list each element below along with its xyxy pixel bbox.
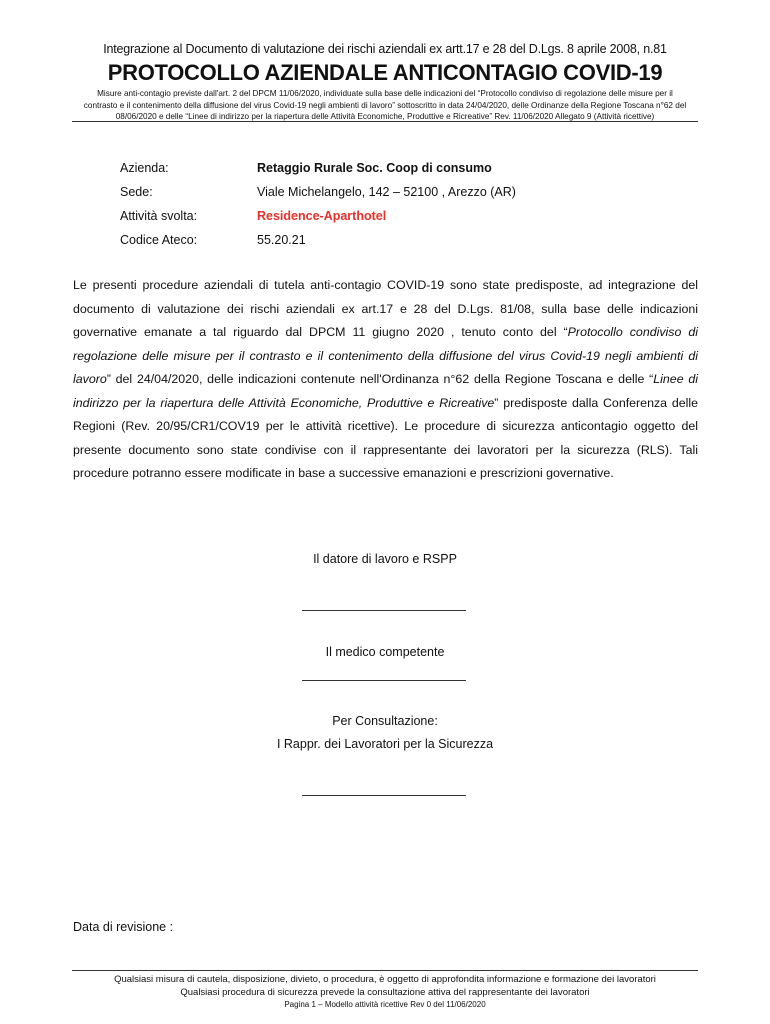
info-label: Sede:	[120, 185, 153, 199]
paragraph-text: ” del 24/04/2020, delle indicazioni contenute nell'Ordinanza n°62 della Regione Toscana e delle “	[106, 372, 654, 386]
paragraph-text: Le presenti procedure aziendali di tutela anti-contagio COVID-19 sono state predisposte, ad integrazione del documento di valutazione dei rischi aziendali ex art.17 e 28 del D.Lgs. 81/08, sulla base delle indicazioni governative emanate a tal riguardo dal DPCM 11 giugno 2020 , tenuto conto del “	[73, 278, 698, 339]
signature-rls-line	[302, 795, 466, 796]
paragraph-italic-guidelines: Linee di indirizzo per la riapertura delle Attività Economiche, Produttive e Ricreative	[73, 372, 698, 410]
info-value-site: Viale Michelangelo, 142 – 52100 , Arezzo (AR)	[257, 185, 516, 199]
footer-line-2: Qualsiasi procedura di sicurezza prevede la consultazione attiva del rappresentante dei lavoratori	[180, 987, 590, 998]
info-row-activity	[120, 206, 516, 230]
info-row-ateco	[120, 230, 516, 254]
page-title: PROTOCOLLO AZIENDALE ANTICONTAGIO COVID-19	[107, 60, 663, 85]
paragraph-text: ” predisposte dalla Conferenza delle Regioni (Rev. 20/95/CR1/COV19 per le attività ricettive). Le procedure di sicurezza anticontagio oggetto del presente documento sono state condivise con il rappresentante dei lavoratori per la sicurezza (RLS). Tali procedure potranno essere modificate in base a successive emanazioni e prescrizioni governative.	[73, 395, 698, 480]
signature-employer-label: Il datore di lavoro e RSPP	[313, 552, 457, 566]
company-info-block	[120, 158, 516, 254]
signature-doctor-label: Il medico competente	[325, 645, 445, 659]
consultation-label: Per Consultazione:	[332, 714, 438, 728]
signature-employer-line	[302, 610, 466, 611]
info-value-ateco: 55.20.21	[257, 233, 306, 247]
header-subtitle: Misure anti-contagio previste dall'art. 2 del DPCM 11/06/2020, individuate sulla base delle indicazioni del “Protocollo condiviso di regolazione delle misure per il contrasto e il contenimento della diffusione del virus Covid-19 negli ambienti di lavoro” sottoscritto in data 24/04/2020, delle Ordinanze della Regione Toscana n°62 del 08/06/2020 e delle “Linee di indirizzo per la riapertura delle Attività Economiche, Produttive e Ricreative” Rev. 11/06/2020 Allegato 9 (Attività ricettive)	[83, 89, 687, 121]
header-reference-line: Integrazione al Documento di valutazione dei rischi aziendali ex artt.17 e 28 del D.Lgs. 8 aprile 2008, n.81	[103, 42, 667, 56]
info-label: Attività svolta:	[120, 209, 198, 223]
info-row-company	[120, 158, 516, 182]
header-divider	[72, 121, 698, 122]
info-label: Codice Ateco:	[120, 233, 198, 247]
revision-date-label: Data di revisione :	[73, 920, 174, 934]
paragraph-italic-protocol: Protocollo condiviso di regolazione delle misure per il contrasto e il contenimento della diffusione del virus Covid-19 negli ambienti di lavoro	[73, 325, 698, 386]
signature-doctor-line	[302, 680, 466, 681]
info-value-activity: Residence-Aparthotel	[257, 209, 387, 223]
info-value-company: Retaggio Rurale Soc. Coop di consumo	[257, 161, 492, 175]
signature-rls-label: I Rappr. dei Lavoratori per la Sicurezza	[276, 737, 494, 751]
footer-line-1: Qualsiasi misura di cautela, disposizione, divieto, o procedura, è oggetto di approfondita informazione e formazione dei lavoratori	[114, 974, 656, 985]
footer-divider	[72, 970, 698, 971]
info-label: Azienda:	[120, 161, 169, 175]
info-row-site	[120, 182, 516, 206]
footer-page-info: Pagina 1 – Modello attività ricettive Rev 0 del 11/06/2020	[284, 1000, 486, 1009]
intro-paragraph	[73, 274, 698, 486]
